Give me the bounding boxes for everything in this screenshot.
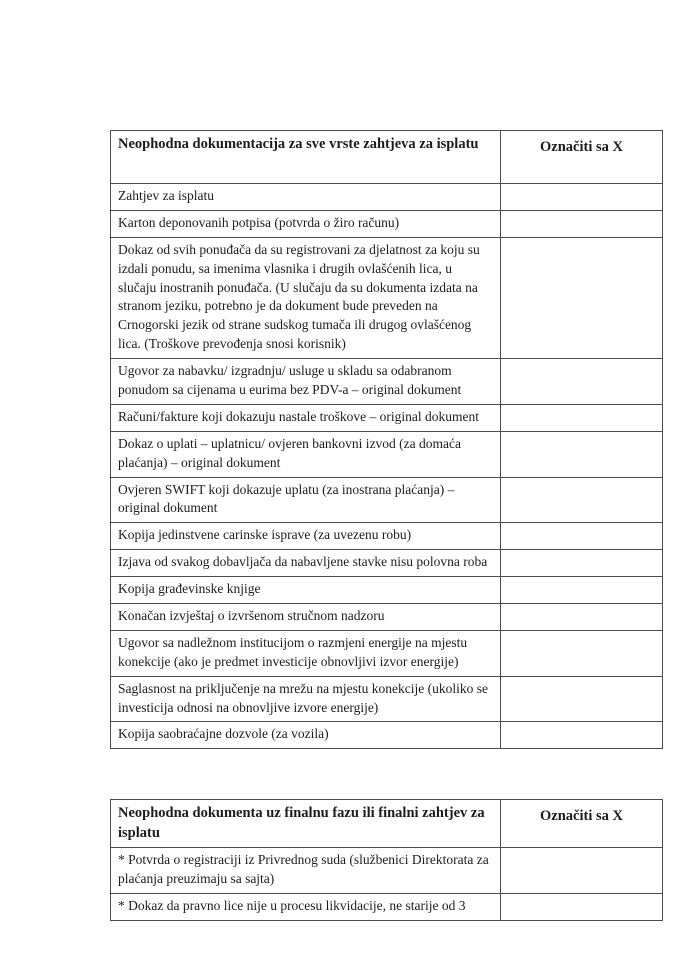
row-label: Kopija saobraćajne dozvole (za vozila) [111,722,501,749]
mark-cell[interactable] [501,184,663,211]
table-title: Neophodna dokumenta uz finalnu fazu ili finalni zahtjev za isplatu [111,800,501,848]
table-header-row [111,131,663,184]
table-row [111,604,663,631]
mark-cell[interactable] [501,210,663,237]
mark-column-header: Označiti sa X [501,800,663,848]
mark-column-header: Označiti sa X [501,131,663,184]
row-label: Kopija građevinske knjige [111,577,501,604]
mark-cell[interactable] [501,550,663,577]
mark-cell[interactable] [501,848,663,894]
table-row [111,523,663,550]
row-label: Ugovor za nabavku/ izgradnju/ usluge u skladu sa odabranom ponudom sa cijenama u eurima bez PDV-a – original dokument [111,359,501,405]
row-label: Saglasnost na priključenje na mrežu na mjestu konekcije (ukoliko se investicija odnosi na obnovljive izvore energije) [111,676,501,722]
mark-cell[interactable] [501,577,663,604]
table-row [111,676,663,722]
row-label: Izjava od svakog dobavljača da nabavljene stavke nisu polovna roba [111,550,501,577]
mark-cell[interactable] [501,604,663,631]
table-row [111,404,663,431]
table-row [111,577,663,604]
mark-cell[interactable] [501,431,663,477]
table-title: Neophodna dokumentacija za sve vrste zahtjeva za isplatu [111,131,501,184]
row-label: Karton deponovanih potpisa (potvrda o žiro računu) [111,210,501,237]
table-row [111,359,663,405]
table-row [111,630,663,676]
mark-cell[interactable] [501,523,663,550]
table-row [111,894,663,921]
table-row [111,210,663,237]
checklist-table-all-requests [110,130,663,749]
table-row [111,431,663,477]
table-row [111,184,663,211]
mark-cell[interactable] [501,477,663,523]
row-label: Kopija jedinstvene carinske isprave (za uvezenu robu) [111,523,501,550]
row-label: Računi/fakture koji dokazuju nastale troškove – original dokument [111,404,501,431]
row-label: Zahtjev za isplatu [111,184,501,211]
row-label: * Potvrda o registraciji iz Privrednog suda (službenici Direktorata za plaćanja preuzimaju sa sajta) [111,848,501,894]
checklist-table-final-phase [110,799,663,921]
mark-cell[interactable] [501,676,663,722]
row-label: Dokaz od svih ponuđača da su registrovani za djelatnost za koju su izdali ponudu, sa imenima vlasnika i drugih ovlašćenih lica, u slučaju inostranih ponuđača. (U slučaju da su dokumenta izdata na stranom jeziku, potrebno je da dokument bude preveden na Crnogorski jezik od strane sudskog tumača ili drugog ovlašćenog lica. (Troškove prevođenja snosi korisnik) [111,237,501,358]
table-row [111,722,663,749]
table-row [111,237,663,358]
row-label: Ugovor sa nadležnom institucijom o razmjeni energije na mjestu konekcije (ako je predmet investicije obnovljivi izvor energije) [111,630,501,676]
table-row [111,477,663,523]
mark-cell[interactable] [501,404,663,431]
mark-cell[interactable] [501,237,663,358]
row-label: Konačan izvještaj o izvršenom stručnom nadzoru [111,604,501,631]
table-header-row [111,800,663,848]
mark-cell[interactable] [501,630,663,676]
mark-cell[interactable] [501,722,663,749]
mark-cell[interactable] [501,894,663,921]
row-label: Ovjeren SWIFT koji dokazuje uplatu (za inostrana plaćanja) – original dokument [111,477,501,523]
table-row [111,848,663,894]
mark-cell[interactable] [501,359,663,405]
row-label: Dokaz o uplati – uplatnicu/ ovjeren bankovni izvod (za domaća plaćanja) – original dokument [111,431,501,477]
table-row [111,550,663,577]
row-label: * Dokaz da pravno lice nije u procesu likvidacije, ne starije od 3 [111,894,501,921]
